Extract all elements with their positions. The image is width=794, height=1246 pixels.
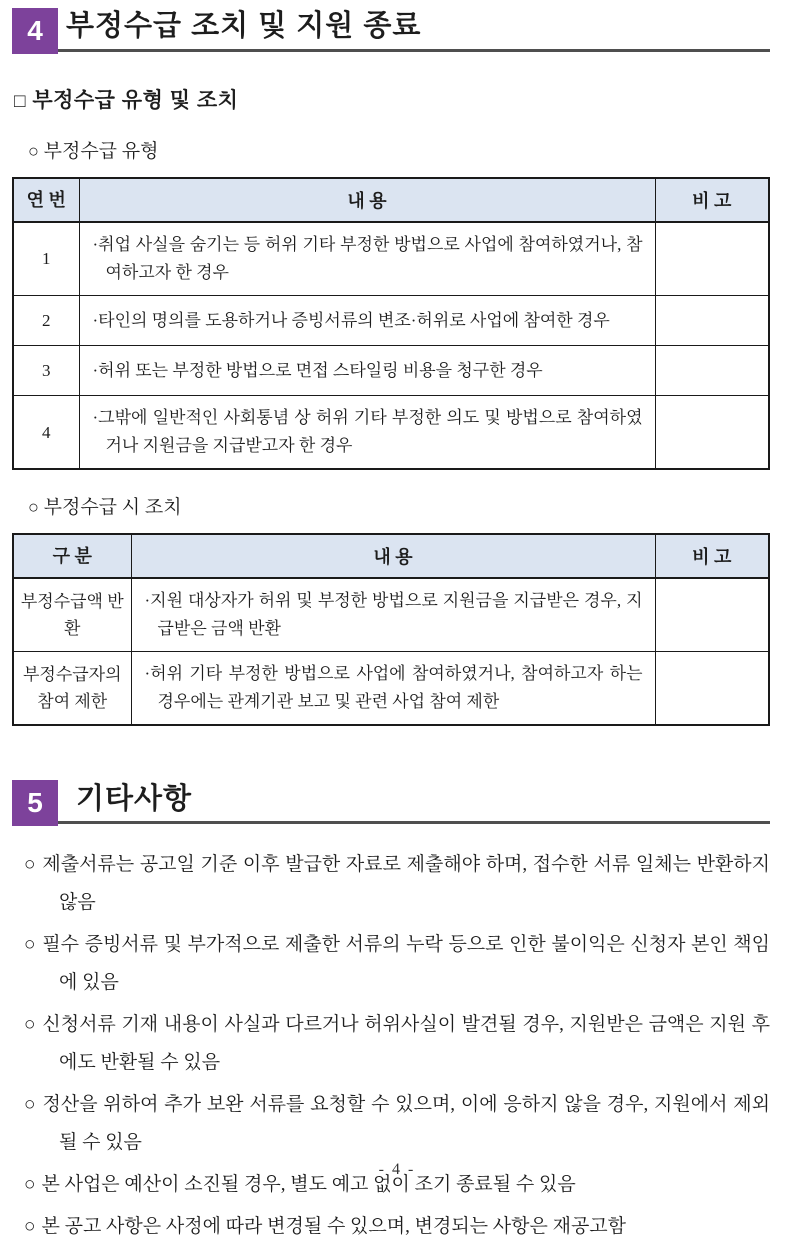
subheading-fraud-types-and-measures — [14, 84, 770, 114]
content-cell: ·지원 대상자가 허위 및 부정한 방법으로 지원금을 지급받은 경우, 지급받은 금액 반환 — [131, 578, 655, 652]
table-row — [13, 578, 769, 652]
list-item — [12, 1208, 770, 1246]
header-cell-category: 구 분 — [13, 534, 131, 578]
table-row — [13, 652, 769, 726]
page-number: - 4 - — [378, 1161, 416, 1178]
list-item-text: 신청서류 기재 내용이 사실과 다르거나 허위사실이 발견될 경우, 지원받은 금액은 지원 후에도 반환될 수 있음 — [42, 1014, 770, 1074]
table-header-row — [13, 534, 769, 578]
row-number-cell: 1 — [13, 222, 79, 296]
list-item-text: 제출서류는 공고일 기준 이후 발급한 자료로 제출해야 하며, 접수한 서류 일체는 반환하지 않음 — [42, 854, 770, 914]
list-item-text: 본 사업은 예산이 소진될 경우, 별도 예고 없이 조기 종료될 수 있음 — [41, 1174, 576, 1196]
circle-bullet-marker: ○ — [28, 141, 39, 161]
table-row — [13, 222, 769, 296]
section4-header — [12, 8, 770, 52]
content-cell: ·허위 또는 부정한 방법으로 면접 스타일링 비용을 청구한 경우 — [79, 346, 655, 396]
list-item-text: 정산을 위하여 추가 보완 서류를 요청할 수 있으며, 이에 응하지 않을 경우, 지원에서 제외될 수 있음 — [42, 1094, 770, 1154]
circle-bullet-marker: ○ — [28, 497, 39, 518]
subheading-fraud-types — [28, 136, 770, 163]
list-item — [12, 846, 770, 922]
table-row — [13, 346, 769, 396]
table-row — [13, 396, 769, 470]
content-cell: ·그밖에 일반적인 사회통념 상 허위 기타 부정한 의도 및 방법으로 참여하였거나 지원금을 지급받고자 한 경우 — [79, 396, 655, 470]
circle-bullet-marker: ○ — [24, 1094, 43, 1116]
section5-header — [12, 780, 770, 824]
row-number-cell: 3 — [13, 346, 79, 396]
header-cell-content: 내 용 — [79, 178, 655, 222]
note-cell — [655, 346, 769, 396]
note-cell — [655, 222, 769, 296]
note-cell — [655, 578, 769, 652]
section5-title: 기타사항 — [76, 782, 193, 815]
category-cell: 부정수급자의 참여 제한 — [13, 652, 131, 726]
content-cell: ·타인의 명의를 도용하거나 증빙서류의 변조·허위로 사업에 참여한 경우 — [79, 296, 655, 346]
note-cell — [655, 296, 769, 346]
square-bullet-marker: □ — [14, 91, 26, 112]
row-number-cell: 2 — [13, 296, 79, 346]
content-cell: ·취업 사실을 숨기는 등 허위 기타 부정한 방법으로 사업에 참여하였거나, 참여하고자 한 경우 — [79, 222, 655, 296]
section4-number-badge: 4 — [12, 8, 58, 54]
list-item-text: 필수 증빙서류 및 부가적으로 제출한 서류의 누락 등으로 인한 불이익은 신청자 본인 책임에 있음 — [42, 934, 770, 994]
note-cell — [655, 652, 769, 726]
subheading-text: 부정수급 유형 및 조치 — [32, 89, 239, 112]
circle-bullet-marker: ○ — [24, 1216, 42, 1238]
header-cell-note: 비 고 — [655, 178, 769, 222]
category-cell: 부정수급액 반환 — [13, 578, 131, 652]
subheading-text: 부정수급 유형 — [43, 141, 159, 162]
table-header-row — [13, 178, 769, 222]
list-item-text: 본 공고 사항은 사정에 따라 변경될 수 있으며, 변경되는 사항은 재공고함 — [41, 1216, 627, 1238]
fraud-measures-table — [12, 533, 770, 726]
subheading-fraud-measures — [28, 492, 770, 519]
content-cell: ·허위 기타 부정한 방법으로 사업에 참여하였거나, 참여하고자 하는 경우에는 관계기관 보고 및 관련 사업 참여 제한 — [131, 652, 655, 726]
note-cell — [655, 396, 769, 470]
list-item — [12, 1006, 770, 1082]
header-cell-content: 내 용 — [131, 534, 655, 578]
header-cell-no: 연 번 — [13, 178, 79, 222]
other-notes-list — [12, 846, 770, 1246]
fraud-types-table — [12, 177, 770, 470]
subheading-text: 부정수급 시 조치 — [43, 497, 182, 519]
section5-number-badge: 5 — [12, 780, 58, 826]
row-number-cell: 4 — [13, 396, 79, 470]
section4-title: 부정수급 조치 및 지원 종료 — [66, 10, 422, 43]
list-item — [12, 1086, 770, 1162]
header-cell-note: 비 고 — [655, 534, 769, 578]
circle-bullet-marker: ○ — [24, 1014, 43, 1036]
circle-bullet-marker: ○ — [24, 1174, 42, 1196]
list-item — [12, 926, 770, 1002]
circle-bullet-marker: ○ — [24, 854, 43, 876]
circle-bullet-marker: ○ — [24, 934, 43, 956]
table-row — [13, 296, 769, 346]
